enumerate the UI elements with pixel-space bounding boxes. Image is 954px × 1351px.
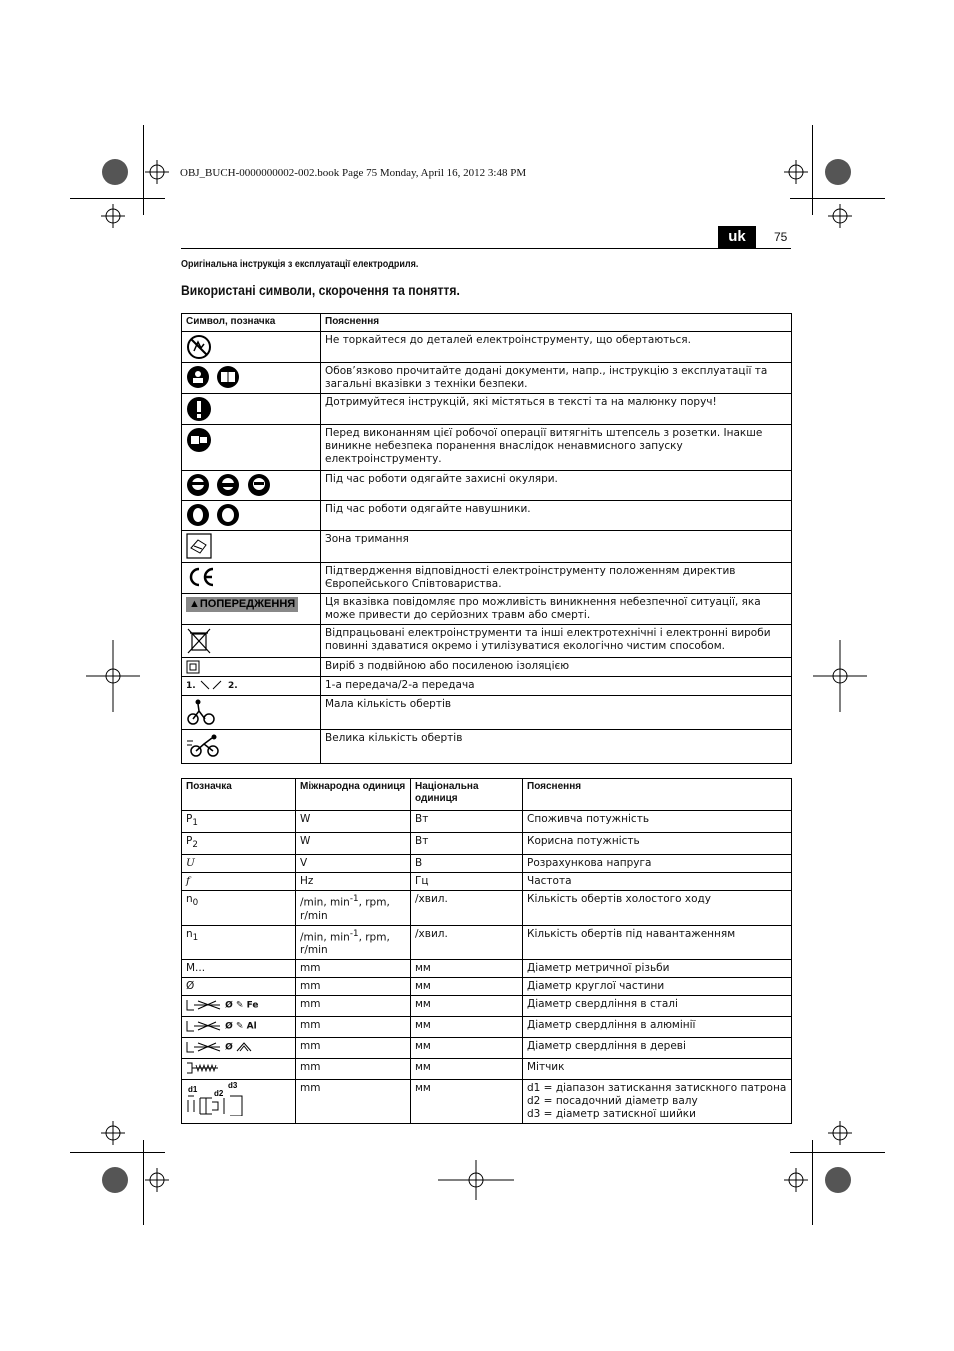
table-row: Ø ✎ Fe mm мм Діаметр свердління в сталі <box>182 996 792 1017</box>
drill-steel-icon <box>186 998 222 1012</box>
table-row: Ø ✎ Al mm мм Діаметр свердління в алюмінії <box>182 1017 792 1038</box>
table-row <box>182 695 792 729</box>
explanation-cell: Велика кількість обертів <box>321 729 792 763</box>
header-divider <box>181 248 791 249</box>
chuck-diameters-icon <box>186 1082 250 1116</box>
table-row: Ø mm мм Діаметр свердління в дереві <box>182 1038 792 1059</box>
svg-text:d3: d3 <box>228 1082 238 1091</box>
table-row <box>182 471 792 501</box>
units-table <box>181 778 792 1124</box>
col-header-designation: Позначка <box>182 779 296 811</box>
explanation-cell: Відпрацьовані електроінструменти та інші електротехнічні і електронні вироби повинні здаватися окремо і утилізуватися екологічно чистим способом. <box>321 625 792 658</box>
language-badge: uk <box>718 226 756 248</box>
explanation-cell: Виріб з подвійною або посиленою ізоляцією <box>321 658 792 677</box>
table-header-row <box>182 314 792 332</box>
col-header-explanation: Пояснення <box>523 779 792 811</box>
table-row <box>182 531 792 563</box>
weee-bin-icon <box>186 627 212 655</box>
col-header-international-unit: Міжнародна одиниця <box>296 779 411 811</box>
aluminium-material-icon: ✎ <box>235 1021 244 1032</box>
table-row <box>182 501 792 531</box>
warning-badge: ▲ПОПЕРЕДЖЕННЯ <box>186 597 298 612</box>
book-info-line: OBJ_BUCH-0000000002-002.book Page 75 Monday, April 16, 2012 3:48 PM <box>180 167 527 179</box>
table-header-row <box>182 779 792 811</box>
attention-icon <box>186 396 212 422</box>
ear-protection-icon <box>186 503 243 515</box>
explanation-cell: Підтвердження відповідності електроінструменту положенням директив Європейського Співтовариства. <box>321 563 792 594</box>
drill-wood-icon <box>186 1040 222 1054</box>
explanation-cell: Ця вказівка повідомляє про можливість виникнення небезпечної ситуації, яка може привести до серйозних травм або смерті. <box>321 594 792 625</box>
tap-icon <box>186 1061 222 1075</box>
table-row <box>182 594 792 625</box>
table-row <box>182 658 792 677</box>
warning-triangle-icon: ▲ <box>189 598 200 610</box>
table-row: U V В Розрахункова напруга <box>182 855 792 873</box>
explanation-cell: Мала кількість обертів <box>321 695 792 729</box>
table-row: d1 d2 d3 mm мм d1 = діапазон затискання затискного патрона d2 = посадочний діаметр валу d3 = діаметр затискної шийки <box>182 1080 792 1124</box>
explanation-cell: Зона тримання <box>321 531 792 563</box>
table-row <box>182 625 792 658</box>
svg-text:d2: d2 <box>214 1089 224 1099</box>
double-insulation-icon <box>186 660 200 674</box>
table-row: Ø mm мм Діаметр круглої частини <box>182 978 792 996</box>
wood-material-icon <box>236 1041 252 1053</box>
col-header-symbol: Символ, позначка <box>182 314 321 332</box>
table-row: $P_2$ W Вт Корисна потужність <box>182 833 792 855</box>
explanation-cell: Не торкайтеся до деталей електроінструменту, що обертаються. <box>321 332 792 363</box>
explanation-cell: Обов’язково прочитайте додані документи, напр., інструкцію з експлуатації та загальні вказівки з техніки безпеки. <box>321 363 792 394</box>
explanation-cell: Перед виконанням цієї робочої операції витягніть штепсель з розетки. Інакше виникне небезпека поранення внаслідок ненавмисного запуску електроінструменту. <box>321 425 792 471</box>
table-row <box>182 729 792 763</box>
table-row <box>182 677 792 696</box>
gear-selector-icon: 1. 2. <box>186 680 238 691</box>
col-header-national-unit: Національна одиниця <box>411 779 523 811</box>
page-number: 75 <box>774 230 788 244</box>
table-row: $n_0$ /min, $\min^{-1}$, rpm, r/min /хвил. Кількість обертів холостого ходу <box>182 891 792 926</box>
unplug-icon <box>186 427 212 453</box>
col-header-explanation: Пояснення <box>321 314 792 332</box>
high-speed-bike-icon <box>186 732 222 758</box>
table-row <box>182 563 792 594</box>
table-row <box>182 332 792 363</box>
low-speed-bike-icon <box>186 698 216 726</box>
explanation-cell: Під час роботи одягайте захисні окуляри. <box>321 471 792 501</box>
explanation-cell: Під час роботи одягайте навушники. <box>321 501 792 531</box>
explanation-cell: Дотримуйтеся інструкцій, які містяться в тексті та на малюнку поруч! <box>321 394 792 425</box>
symbols-table <box>181 313 792 764</box>
table-row: mm мм Мітчик <box>182 1059 792 1080</box>
explanation-cell: 1-а передача/2-а передача <box>321 677 792 696</box>
grip-zone-icon <box>186 533 212 559</box>
table-row: $P_1$ W Вт Споживча потужність <box>182 811 792 833</box>
drill-aluminium-icon <box>186 1019 222 1033</box>
document-subtitle: Оригінальна інструкція з експлуатації електродриля. <box>181 259 419 270</box>
table-row <box>182 425 792 471</box>
table-row: f Hz Гц Частота <box>182 873 792 891</box>
table-row <box>182 394 792 425</box>
steel-material-icon: ✎ <box>235 1000 244 1011</box>
ce-mark-icon <box>186 565 216 589</box>
section-heading: Використані символи, скорочення та поняття. <box>181 283 460 298</box>
table-row <box>182 363 792 394</box>
read-documents-icon <box>186 365 243 377</box>
safety-goggles-icon <box>186 473 274 485</box>
table-row: M... mm мм Діаметр метричної різьби <box>182 960 792 978</box>
table-row: $n_1$ /min, $\min^{-1}$, rpm, r/min /хвил. Кількість обертів під навантаженням <box>182 925 792 960</box>
no-touch-rotating-icon <box>186 334 212 360</box>
svg-text:d1: d1 <box>188 1085 198 1095</box>
